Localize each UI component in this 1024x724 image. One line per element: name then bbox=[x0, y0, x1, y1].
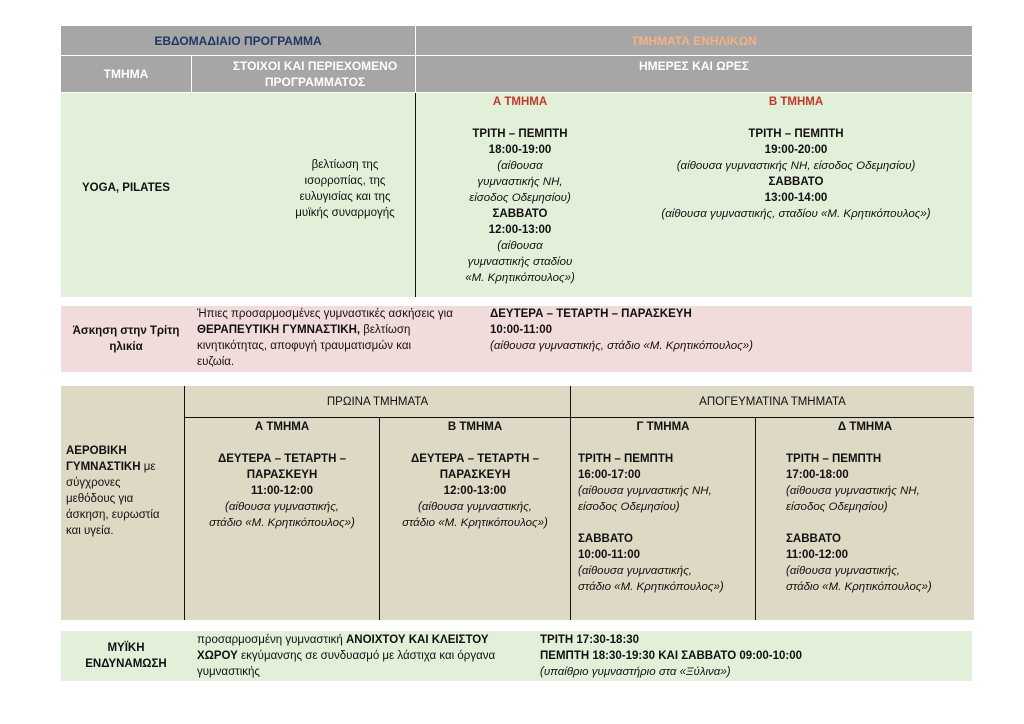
yoga-name: YOGA, PILATES bbox=[82, 182, 170, 194]
afternoon-sections-header: ΑΠΟΓΕΥΜΑΤΙΝΑ ΤΜΗΜΑΤΑ bbox=[699, 395, 846, 408]
yoga-group-b-title: Β ΤΜΗΜΑ bbox=[768, 96, 824, 108]
weekly-program-title: ΕΒΔΟΜΑΔΙΑΙΟ ΠΡΟΓΡΑΜΜΑ bbox=[154, 33, 322, 48]
aerobic-group-d-title: Δ ΤΜΗΜΑ bbox=[837, 421, 893, 433]
col-header-section: ΤΜΗΜΑ bbox=[103, 67, 149, 81]
aerobic-vline-4 bbox=[755, 417, 756, 620]
col-header-content: ΣΤΟΙΧΟΙ ΚΑΙ ΠΕΡΙΕΧΟΜΕΝΟ ΠΡΟΓΡΑΜΜΑΤΟΣ bbox=[232, 59, 398, 89]
yoga-description: βελτίωση της ισορροπίας, της ευλυγισίας και της μυϊκής συναρμογής bbox=[295, 159, 395, 219]
strength-schedule: ΤΡΙΤΗ 17:30-18:30 ΠΕΜΠΤΗ 18:30-19:30 ΚΑΙ ΣΑΒΒΑΤΟ 09:00-10:00 (υπαίθριο γυμναστήριο στα «Ξύλινα») bbox=[540, 634, 803, 678]
aerobic-group-c-schedule: ΤΡΙΤΗ – ΠΕΜΠΤΗ 16:00-17:00 (αίθουσα γυμναστικής ΝΗ, είσοδος Οδεμησίου) ΣΑΒΒΑΤΟ 10:00-11:00 (αίθουσα γυμναστικής, στάδιο «Μ. Κρητικόπουλος») bbox=[578, 453, 724, 593]
aerobic-group-a: Α ΤΜΗΜΑ ΔΕΥΤΕΡΑ – ΤΕΤΑΡΤΗ – ΠΑΡΑΣΚΕΥΗ 11:00-12:00 (αίθουσα γυμναστικής, στάδιο «Μ. Κρητικόπουλος») bbox=[209, 421, 355, 529]
aerobic-name: ΑΕΡΟΒΙΚΗ ΓΥΜΝΑΣΤΙΚΗ με σύγχρονες μεθόδους για άσκηση, ευρωστία και υγεία. bbox=[66, 445, 160, 537]
morning-sections-header: ΠΡΩΙΝΑ ΤΜΗΜΑΤΑ bbox=[326, 395, 429, 408]
header-divider bbox=[61, 55, 972, 56]
yoga-group-a-schedule: ΤΡΙΤΗ – ΠΕΜΠΤΗ 18:00-19:00 (αίθουσα γυμναστικής ΝΗ, είσοδος Οδεμησίου) ΣΑΒΒΑΤΟ 12:00-13:00 (αίθουσα γυμναστικής σταδίου «Μ. Κρητικόπουλος») bbox=[465, 128, 575, 284]
aerobic-group-d-schedule: ΤΡΙΤΗ – ΠΕΜΠΤΗ 17:00-18:00 (αίθουσα γυμναστικής ΝΗ, είσοδος Οδεμησίου) ΣΑΒΒΑΤΟ 11:00-12:00 (αίθουσα γυμναστικής, στάδιο «Μ. Κρητικόπουλος») bbox=[786, 453, 932, 593]
third-age-description: Ήπιες προσαρμοσμένες γυμναστικές ασκήσεις για ΘΕΡΑΠΕΥΤΙΚΗ ΓΥΜΝΑΣΤΙΚΗ, βελτίωση κινητικότητας, αποφυγή τραυματισμών και ευζωία. bbox=[197, 308, 453, 368]
aerobic-hline bbox=[184, 417, 974, 418]
yoga-vline bbox=[415, 93, 416, 297]
adult-sections-title: ΤΜΗΜΑΤΑ ΕΝΗΛΙΚΩΝ bbox=[631, 33, 757, 48]
aerobic-group-b: Β ΤΜΗΜΑ ΔΕΥΤΕΡΑ – ΤΕΤΑΡΤΗ – ΠΑΡΑΣΚΕΥΗ 12:00-13:00 (αίθουσα γυμναστικής, στάδιο «Μ. Κρητικόπουλος») bbox=[402, 421, 548, 529]
yoga-group-b-schedule: ΤΡΙΤΗ – ΠΕΜΠΤΗ 19:00-20:00 (αίθουσα γυμναστικής ΝΗ, είσοδος Οδεμησίου) ΣΑΒΒΑΤΟ 13:00-14:00 (αίθουσα γυμναστικής, σταδίου «Μ. Κρητικόπουλος») bbox=[661, 128, 931, 220]
yoga-group-a-title: Α ΤΜΗΜΑ bbox=[492, 96, 548, 108]
col-header-days: ΗΜΕΡΕΣ ΚΑΙ ΩΡΕΣ bbox=[638, 59, 750, 73]
third-age-schedule: ΔΕΥΤΕΡΑ – ΤΕΤΑΡΤΗ – ΠΑΡΑΣΚΕΥΗ 10:00-11:00 (αίθουσα γυμναστικής, στάδιο «Μ. Κρητικόπουλος») bbox=[490, 308, 753, 352]
strength-description: προσαρμοσμένη γυμναστική ΑΝΟΙΧΤΟΥ ΚΑΙ ΚΛΕΙΣΤΟΥ ΧΩΡΟΥ εκγύμανσης σε συνδυασμό με λάστιχα και όργανα γυμναστικής bbox=[197, 634, 496, 678]
header-vline-2 bbox=[191, 55, 192, 92]
aerobic-group-c-title: Γ ΤΜΗΜΑ bbox=[636, 421, 690, 433]
strength-name: ΜΥΪΚΗ ΕΝΔΥΝΑΜΩΣΗ bbox=[85, 642, 167, 670]
third-age-name: Άσκηση στην Τρίτη ηλικία bbox=[72, 325, 180, 353]
